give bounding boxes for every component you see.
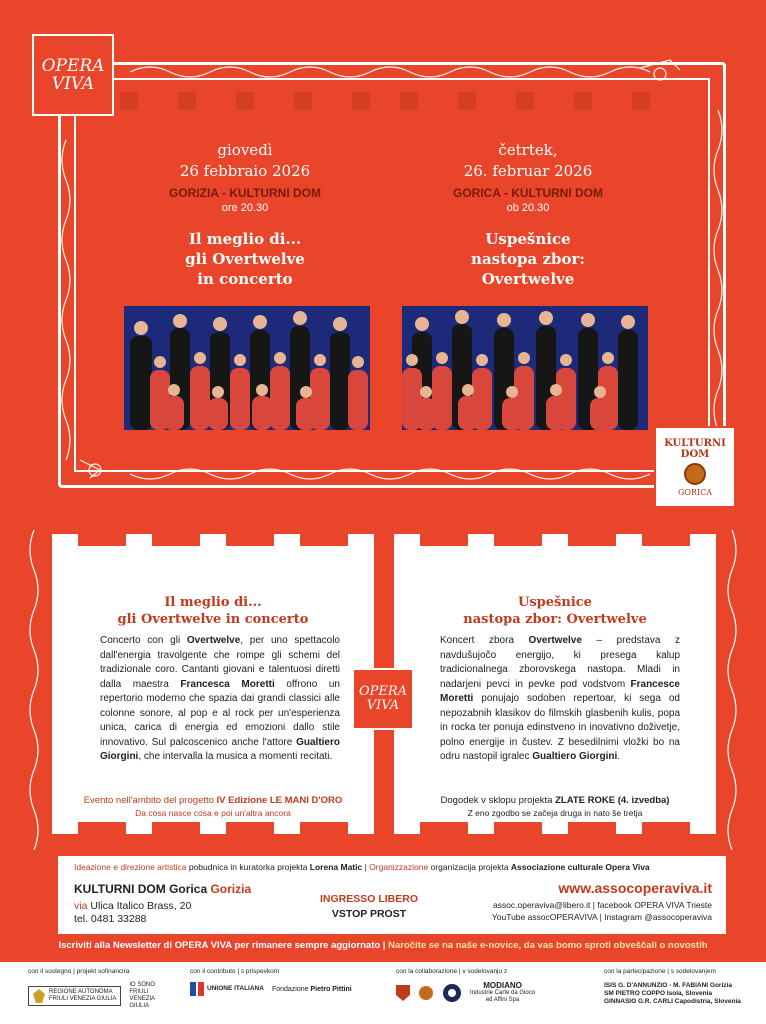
choir-photo-art [402, 306, 648, 430]
credits-line: Ideazione e direzione artistica pobudnica in kuratorka projekta Lorena Matic | Organizzazione organizacija projekta Associazione culturale Opera Viva [74, 862, 650, 872]
venue-name: KULTURNI DOM Gorica Gorizia [74, 882, 252, 896]
modiano-logo: MODIANO Industrie Carte da Gioco ed Affini Spa [470, 981, 536, 1003]
event-place: GORICA - KULTURNI DOM [453, 186, 603, 200]
frame-hands-ornament [0, 0, 766, 500]
event-title: Uspešnice nastopa zbor: Overtwelve [471, 230, 585, 288]
event-title: Il meglio di... gli Overtwelve in concerto [185, 230, 305, 288]
opera-viva-logo-center: OPERA VIVA [352, 668, 414, 730]
card-title: Uspešnice nastopa zbor: Overtwelve [463, 595, 647, 627]
circle-logo-icon [442, 983, 462, 1003]
unione-italiana-icon [190, 982, 204, 996]
event-day: četrtek, [498, 141, 558, 159]
kulturni-dom-emblem-icon [684, 463, 706, 485]
logo-line1: OPERA [41, 56, 105, 76]
event-time: ob 20.30 [506, 202, 550, 214]
event-day: giovedì [217, 141, 273, 159]
sponsor-group-support: con il sostegno | projekt sofinancira REGIONE AUTONOMA FRIULI VENEZIA GIULIA IO SONO FRIULI VENEZIA GIULIA [28, 968, 178, 976]
event-date: 26 febbraio 2026 [179, 162, 311, 180]
event-date: 26. februar 2026 [463, 162, 593, 180]
website-link[interactable]: www.assocoperaviva.it [558, 880, 712, 896]
opera-viva-logo [32, 34, 114, 116]
unione-italiana-logo: UNIONE ITALIANA [190, 982, 264, 996]
eagle-icon [33, 989, 45, 1003]
card-body: Concerto con gli Overtwelve, per uno spettacolo dall'energia travolgente che rompe gli schemi del tradizionale coro. Cantanti giovani e talentuosi diretti dalla maestra Francesca Moretti offrono un repertorio moderno che spazia dai grandi classici alle colonne sonore, al pop e al rock per un'esperienza unica, carica di energia ed emozioni dallo stile innovativo. Sul palcoscenico anche l'attore Gualtiero Giorgini, che intervalla la musica a momenti recitati. [100, 635, 340, 762]
sponsors-bar [0, 962, 766, 1024]
choir-photo [402, 306, 648, 430]
event-time: ore 20.30 [221, 202, 269, 214]
comune-coat-of-arms-icon [396, 985, 410, 1001]
logo-line2: VIVA [51, 74, 95, 94]
newsletter-line: Iscriviti alla Newsletter di OPERA VIVA per rimanere sempre aggiornato | Naročite se na naše e-novice, da vas bomo sproti obveščali o novostih [58, 940, 708, 951]
contact-info: assoc.operaviva@libero.it | facebook OPERA VIVA Trieste YouTube assocOPERAVIVA | Instagram @assocoperaviva [491, 900, 712, 922]
venue-address: via Ulica Italico Brass, 20 tel. 0481 33288 [74, 900, 192, 925]
card-body: Koncert zbora Overtwelve – predstava z navdušujočo energijo, ki presega kalup tradicionalnega zborovskega nastopa. Mladi in nadarjeni pevci in pevke pod vodstvom Francesce Moretti ponujajo sodoben repertoar, ki sega od nepozabnih klasikov do filmskih glasbenih kulis, popa in rocka ter ponuja edinstveno in inovativno doživetje, polno energije in čustev. Z besedilnimi vložki bo na odru nastopil igralec Gualtiero Giorgini. [440, 635, 680, 762]
choir-photo [124, 306, 370, 430]
io-sono-fvg-logo: IO SONO FRIULI VENEZIA GIULIA [129, 982, 156, 1009]
event-info-italian [130, 140, 360, 289]
description-card-slovenian [394, 546, 716, 822]
event-info-slovenian [408, 140, 648, 289]
sponsor-group-collaboration: con la collaborazione | v sodelovanju z MODIANO Industrie Carte da Gioco ed Affini Spa [396, 968, 536, 1003]
free-entry: INGRESSO LIBERO VSTOP PROST [319, 893, 418, 920]
card-footer: Evento nell'ambito del progetto IV Edizione LE MANI D'ORO Da cosa nasce cosa e poi un'altra ancora [83, 795, 343, 818]
event-place: GORIZIA - KULTURNI DOM [169, 186, 321, 200]
card-title: Il meglio di... gli Overtwelve in concerto [117, 595, 309, 627]
card-footer: Dogodek v sklopu projekta ZLATE ROKE (4. izvedba) Z eno zgodbo se začeja druga in nato še tretja [440, 795, 670, 818]
kulturni-dom-logo: KULTURNI DOM GORICA [654, 426, 736, 508]
choir-photo-art [124, 306, 370, 430]
fondazione-pittini-logo: Fondazione Pietro Pittini [271, 985, 352, 993]
sponsor-group-participation: con la partecipazione | s sodelovanjem ISIS G. D'ANNUNZIO - M. FABIANI Gorizia SM PIETRO COPPO Isola, Slovenia GINNASIO G.R. CARLI Capodistria, Slovenia [604, 968, 741, 1005]
region-fvg-logo: REGIONE AUTONOMA FRIULI VENEZIA GIULIA [28, 986, 121, 1006]
info-band [58, 856, 726, 934]
sponsor-group-contribution: con il contributo | s prispevkom UNIONE ITALIANA Fondazione Pietro Pittini [190, 968, 380, 976]
description-card-italian [52, 546, 374, 822]
kulturni-dom-mini-icon [418, 985, 434, 1001]
